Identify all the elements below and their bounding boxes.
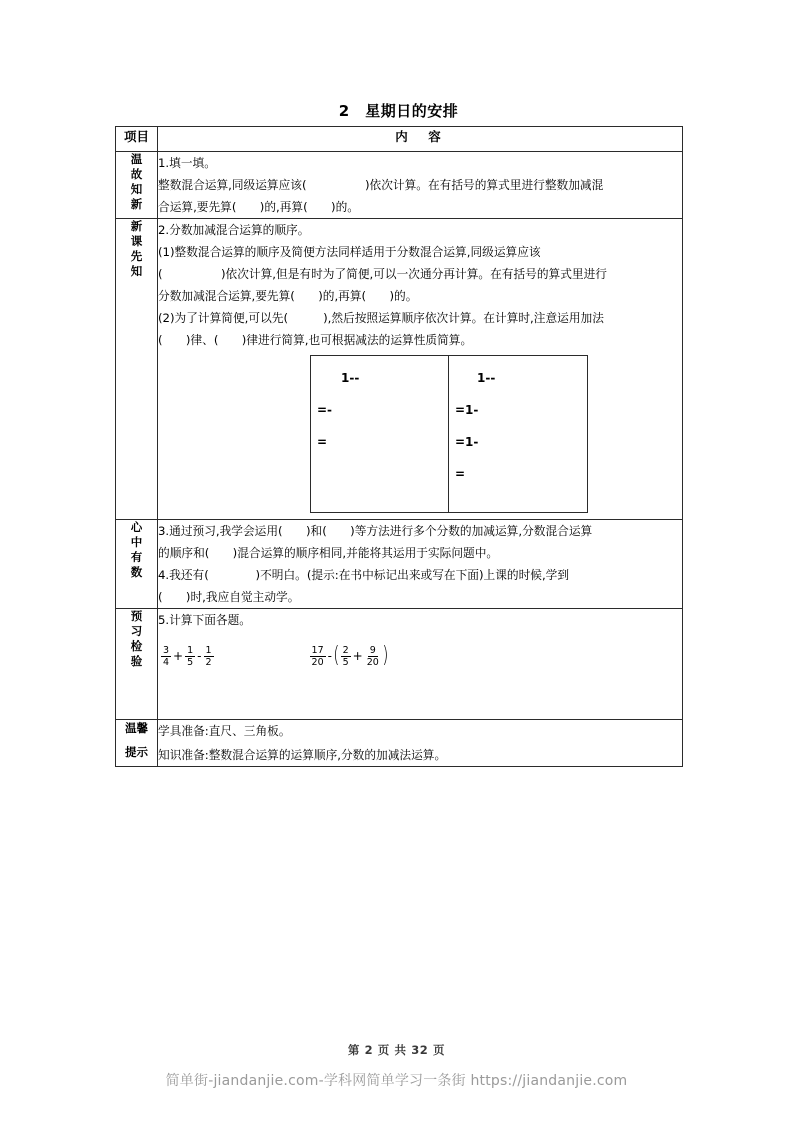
row-label-char: 数 bbox=[130, 565, 143, 579]
fraction-denominator: 20 bbox=[366, 656, 379, 668]
row-label-char: 知 bbox=[130, 264, 143, 278]
paren-close: ) bbox=[381, 643, 389, 668]
exercise-2-expression bbox=[309, 645, 389, 668]
fraction-numerator: 17 bbox=[311, 644, 324, 656]
worked-example-line: 1-- bbox=[477, 371, 496, 385]
fraction-numerator: 9 bbox=[369, 644, 376, 656]
row-content-self-check bbox=[158, 609, 683, 720]
worked-example-box bbox=[310, 355, 588, 513]
fraction bbox=[341, 645, 351, 668]
paragraph: 分数加减混合运算,要先算( )的,再算( )的。 bbox=[158, 289, 418, 303]
fraction-numerator: 2 bbox=[342, 644, 349, 656]
worked-example-column-right bbox=[449, 356, 587, 512]
paragraph: ( )时,我应自觉主动学。 bbox=[158, 590, 300, 604]
worked-example-line: =1- bbox=[455, 403, 479, 417]
exercise-row bbox=[158, 631, 682, 677]
operator: + bbox=[173, 649, 184, 663]
paragraph: (2)为了计算简便,可以先( ),然后按照运算顺序依次计算。在计算时,注意运用加法 bbox=[158, 311, 604, 325]
exercise-1-expression bbox=[160, 645, 215, 668]
preview-worksheet-table bbox=[115, 126, 683, 767]
fraction bbox=[365, 645, 381, 668]
operator: - bbox=[327, 649, 332, 663]
paragraph: 3.通过预习,我学会运用( )和( )等方法进行多个分数的加减运算,分数混合运算 bbox=[158, 524, 593, 538]
worked-example-column-left bbox=[311, 356, 449, 512]
fraction bbox=[310, 645, 326, 668]
row-label-char: 知 bbox=[130, 182, 143, 196]
page-title: 2 星期日的安排 bbox=[338, 102, 459, 120]
paragraph: 合运算,要先算( )的,再算( )的。 bbox=[158, 200, 359, 214]
row-label-char: 验 bbox=[130, 654, 143, 668]
fraction-numerator: 1 bbox=[205, 644, 212, 656]
header-cell-content: 内 容 bbox=[158, 127, 683, 152]
row-label-char: 新 bbox=[130, 197, 143, 211]
header-cell-item: 项目 bbox=[116, 127, 158, 152]
tips-label-line2: 提示 bbox=[116, 744, 158, 767]
fraction-denominator: 5 bbox=[342, 656, 349, 668]
paragraph: (1)整数混合运算的顺序及简便方法同样适用于分数混合运算,同级运算应该 bbox=[158, 245, 541, 259]
row-label-char: 先 bbox=[130, 249, 143, 263]
tips-content-tools bbox=[158, 720, 683, 745]
worked-example-line: =1- bbox=[455, 435, 479, 449]
row-label-new-lesson bbox=[116, 219, 158, 520]
worked-example-line: = bbox=[455, 467, 466, 481]
row-label-char: 习 bbox=[130, 624, 143, 638]
paragraph: 5.计算下面各题。 bbox=[158, 613, 251, 627]
table-row bbox=[116, 609, 683, 720]
paragraph: ( )依次计算,但是有时为了简便,可以一次通分再计算。在有括号的算式里进行 bbox=[158, 267, 607, 281]
fraction bbox=[204, 645, 214, 668]
paragraph: 整数混合运算,同级运算应该( )依次计算。在有括号的算式里进行整数加减混 bbox=[158, 178, 604, 192]
row-label-self-check bbox=[116, 609, 158, 720]
row-label-char: 预 bbox=[130, 609, 143, 623]
paragraph: 学具准备:直尺、三角板。 bbox=[158, 724, 291, 738]
row-label-char: 检 bbox=[130, 639, 143, 653]
row-label-char: 新 bbox=[130, 219, 143, 233]
fraction-numerator: 3 bbox=[163, 644, 170, 656]
fraction-denominator: 5 bbox=[187, 656, 194, 668]
table-header-row bbox=[116, 127, 683, 152]
row-label-char: 中 bbox=[130, 535, 143, 549]
table-row bbox=[116, 219, 683, 520]
fraction-denominator: 4 bbox=[163, 656, 170, 668]
paragraph: 知识准备:整数混合运算的运算顺序,分数的加减法运算。 bbox=[158, 748, 447, 762]
row-label-char: 有 bbox=[130, 550, 143, 564]
fraction bbox=[185, 645, 195, 668]
row-label-char: 心 bbox=[130, 520, 143, 534]
worked-example-line: = bbox=[317, 435, 328, 449]
tips-content-knowledge bbox=[158, 744, 683, 767]
paragraph: 1.填一填。 bbox=[158, 156, 216, 170]
page-number-footer: 第 2 页 共 32 页 bbox=[347, 1043, 446, 1057]
paragraph: 2.分数加减混合运算的顺序。 bbox=[158, 223, 310, 237]
watermark-footer: 简单街-jiandanjie.com-学科网简单学习一条街 https://jiandanjie.com bbox=[165, 1073, 628, 1089]
fraction-numerator: 1 bbox=[187, 644, 194, 656]
paragraph: 的顺序和( )混合运算的顺序相同,并能将其运用于实际问题中。 bbox=[158, 546, 499, 560]
row-label-review bbox=[116, 152, 158, 219]
paragraph: 4.我还有( )不明白。(提示:在书中标记出来或写在下面)上课的时候,学到 bbox=[158, 568, 570, 582]
row-content-understanding bbox=[158, 520, 683, 609]
table-row-tips-second bbox=[116, 744, 683, 767]
row-content-new-lesson bbox=[158, 219, 683, 520]
paragraph: ( )律、( )律进行简算,也可根据减法的运算性质简算。 bbox=[158, 333, 473, 347]
fraction bbox=[161, 645, 171, 668]
fraction-denominator: 20 bbox=[311, 656, 324, 668]
worked-example-area bbox=[158, 351, 682, 519]
table-row-tips-first bbox=[116, 720, 683, 745]
row-label-char: 课 bbox=[130, 234, 143, 248]
table-row bbox=[116, 152, 683, 219]
tips-label-line1: 温馨 bbox=[116, 720, 158, 745]
worked-example-line: =- bbox=[317, 403, 333, 417]
table-row bbox=[116, 520, 683, 609]
fraction-denominator: 2 bbox=[205, 656, 212, 668]
row-label-understanding bbox=[116, 520, 158, 609]
row-content-review bbox=[158, 152, 683, 219]
paren-open: ( bbox=[333, 643, 340, 668]
operator: - bbox=[197, 649, 202, 663]
worked-example-line: 1-- bbox=[341, 371, 360, 385]
row-label-char: 故 bbox=[130, 167, 143, 181]
operator: + bbox=[352, 649, 363, 663]
row-label-char: 温 bbox=[130, 152, 143, 166]
